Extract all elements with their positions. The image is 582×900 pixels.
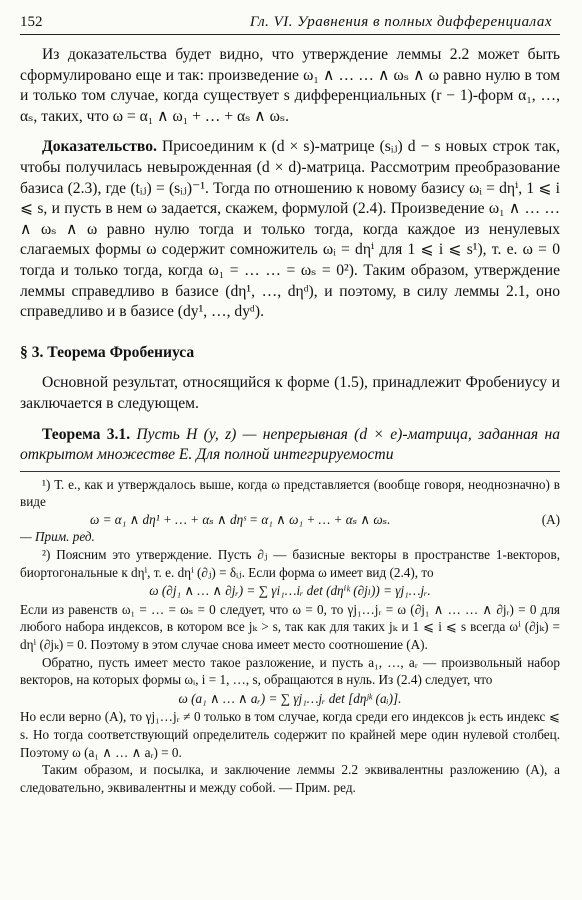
paragraph-theorem: [20, 425, 560, 466]
page-number: 152: [20, 14, 43, 30]
footnote-2-text-5: Таким образом, и посылка, и заключение леммы 2.2 эквивалентны разложению (А), а следовательно, эквивалентны и между собой. — Прим. ред.: [20, 762, 560, 795]
paragraph-proof: [20, 137, 560, 322]
proof-text: Присоединим к (d × s)-матрице (sᵢⱼ) d − s новых строк так, чтобы получилась невырожденная (d × d)-матрица. Рассмотрим преобразование базиса (2.3), где (tᵢⱼ) = (sᵢⱼ)⁻¹. Тогда по отношению к новому базису ωᵢ = dηⁱ, 1 ⩽ i ⩽ s, и пусть в нем ω задается, скажем, формулой (2.4). Произведение ω₁ ∧ … … ∧ ωₛ ∧ ω равно нулю тогда и только тогда, когда каждое из ненулевых слагаемых формы ω содержит сомножитель ωᵢ = dηⁱ для 1 ⩽ i ⩽ s¹), т. е. ω = 0 тогда и только тогда, когда ω₁ = … … = ωₛ = 0²). Таким образом, утверждение леммы справедливо в базисе (dη¹, …, dηᵈ), и поэтому, в силу леммы 2.1, оно справедливо и в базисе (dy¹, …, dyᵈ).: [20, 138, 560, 321]
footnote-2-text-2: Если из равенств ω₁ = … = ωₛ = 0 следует, что ω = 0, то γj₁…jᵣ = ω (∂j₁ ∧ … … ∧ ∂jᵣ) = 0 для любого набора индексов, в котором все jₖ > s, так как для таких jₖ и 1 ⩽ i ⩽ s всегда ωⁱ (∂jₖ) = dηⁱ (∂jₖ) = 0. Поэтому в этом случае снова имеет место соотношение (А).: [20, 601, 560, 653]
main-text: [20, 45, 560, 466]
footnote-1-credit: — Прим. ред.: [20, 529, 95, 545]
running-header: [20, 14, 560, 35]
footnote-2-text-1: ²) Поясним это утверждение. Пусть ∂ⱼ — базисные векторы в пространстве 1-векторов, биортогональные к dηⁱ, т. е. dηⁱ (∂ⱼ) = δᵢⱼ. Если форма ω имеет вид (2.4), то: [20, 547, 560, 580]
footnote-2-formula-2: ω (a₁ ∧ … ∧ aᵣ) = ∑ γj₁…jᵣ det [dηʲᵏ (aᵢ)].: [178, 690, 402, 706]
paragraph-section-intro: Основной результат, относящийся к форме (1.5), принадлежит Фробениусу и заключается в следующем.: [20, 374, 560, 412]
footnotes: [20, 476, 560, 797]
footnote-1-formula: ω = α₁ ∧ dη¹ + … + αₛ ∧ dηˢ = α₁ ∧ ω₁ + … + αₛ ∧ ωₛ.: [90, 511, 391, 527]
footnote-2-text-4: Но если верно (А), то γj₁…jᵣ ≠ 0 только в том случае, когда среди его индексов jₖ есть индекс ⩽ s. Но тогда соответствующий определитель содержит по крайней мере один нулевой столбец. Поэтому ω (a₁ ∧ … ∧ aᵣ) = 0.: [20, 709, 560, 760]
footnote-2-formula-1: ω (∂j₁ ∧ … ∧ ∂jᵣ) = ∑ γi₁…iᵣ det (dηⁱᵏ (∂jₗ)) = γj₁…jᵣ.: [149, 583, 431, 599]
footnote-1-text: ¹) Т. е., как и утверждалось выше, когда ω представляется (вообще говоря, неоднозначно) в виде: [20, 476, 560, 510]
formula-number-a: (А): [541, 511, 560, 527]
paragraph-lemma-remark: Из доказательства будет видно, что утверждение леммы 2.2 может быть сформулировано еще и так: произведение ω₁ ∧ … … ∧ ωₛ ∧ ω равно нулю в том и только том случае, когда существует s дифференциальных (r − 1)-форм α₁, …, αₛ, таких, что ω = α₁ ∧ ω₁ + … + αₛ ∧ ωₛ.: [20, 46, 560, 125]
theorem-label: Теорема 3.1.: [42, 425, 131, 443]
proof-label: Доказательство.: [42, 138, 157, 156]
running-title: Гл. VI. Уравнения в полных дифференциалах: [249, 14, 552, 30]
footnote-separator: [20, 471, 560, 472]
theorem-text: Пусть H (y, z) — непрерывная (d × e)-матрица, заданная на открытом множестве E. Для полной интегрируемости: [20, 425, 560, 464]
footnote-1-formula-row: [20, 511, 560, 529]
footnote-2-text-3: Обратно, пусть имеет место такое разложение, и пусть a₁, …, aᵣ — произвольный набор векторов, на которых формы ωᵢ, i = 1, …, s, обращаются в нуль. Из (2.4) следует, что: [20, 654, 560, 688]
section-title: § 3. Теорема Фробениуса: [20, 343, 195, 361]
